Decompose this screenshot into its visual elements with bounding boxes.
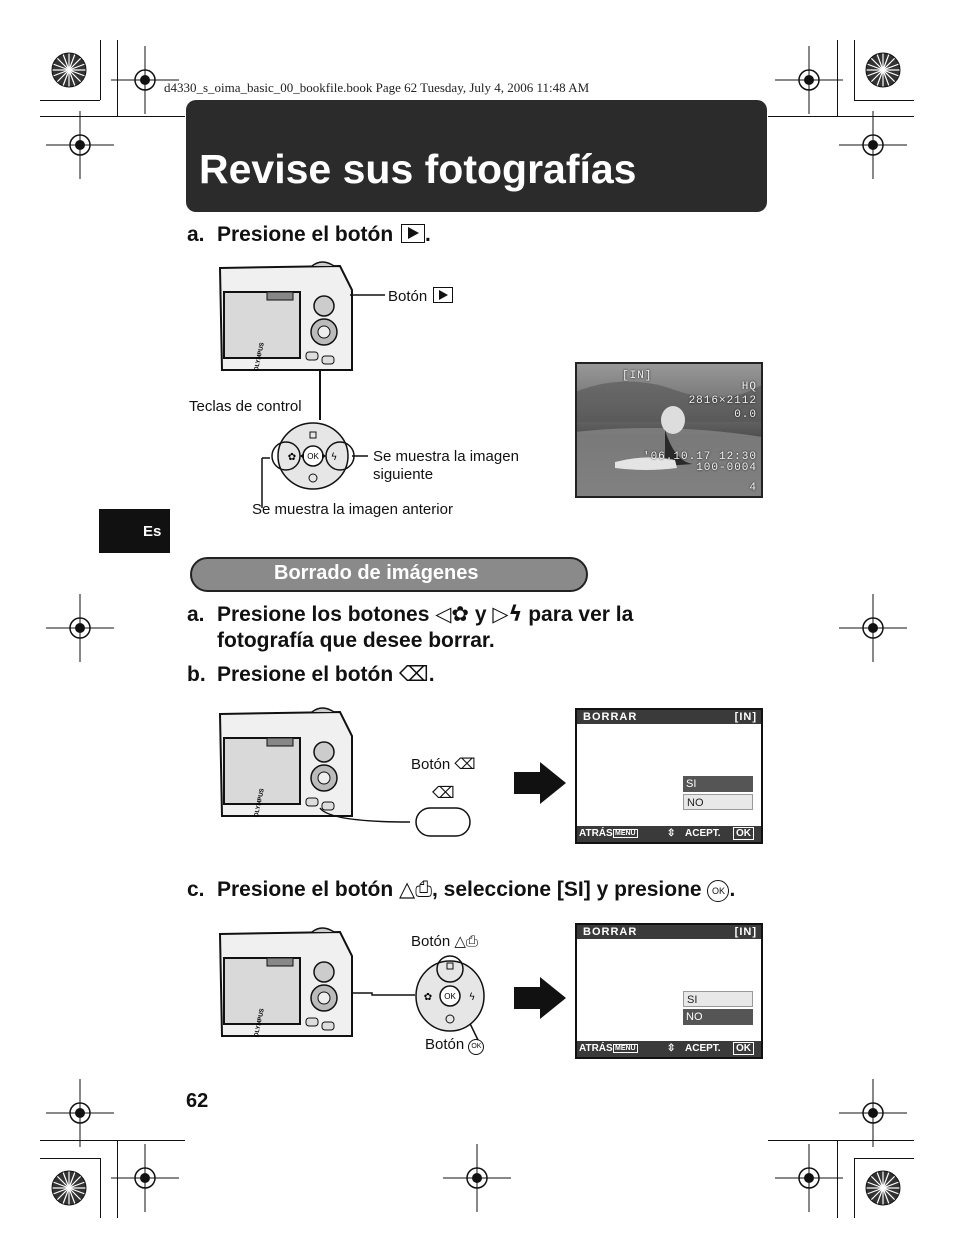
language-tab: Es <box>99 509 170 553</box>
svg-text:ϟ: ϟ <box>330 452 338 463</box>
callout-previous: Se muestra la imagen anterior <box>252 501 453 518</box>
step-a-play: a. Presione el botón . <box>187 223 431 246</box>
svg-text:OLYMPUS: OLYMPUS <box>253 342 266 372</box>
callout-ok-button: Botón OK <box>425 1036 484 1055</box>
svg-text:✿: ✿ <box>287 452 297 463</box>
lcd-erase-confirm: BORRAR [IN] SI NO ATRÁS MENU ⇳ ACEPT. OK <box>575 923 763 1059</box>
callout-next-line1: Se muestra la imagen <box>373 448 519 465</box>
ok-small-icon: OK <box>468 1039 484 1055</box>
svg-text:✿: ✿ <box>423 992 433 1003</box>
right-flash-icon: ▷ϟ <box>492 602 523 626</box>
option-no[interactable]: NO <box>683 794 753 810</box>
erase-small-icon: ⌫ <box>454 755 476 773</box>
playback-photo: [IN] HQ 2816×2112 0.0 '06.10.17 12:30 100-0004 4 <box>575 362 763 498</box>
left-macro-icon: ◁✿ <box>435 602 469 626</box>
callout-up-button: Botón △⎙ <box>411 932 478 950</box>
ok-label: OK <box>307 452 319 461</box>
camera-illustration-confirm <box>212 926 357 1051</box>
lcd-erase-menu: BORRAR [IN] SI NO ATRÁS MENU ⇳ ACEPT. OK <box>575 708 763 844</box>
step-c-confirm: c. Presione el botón △⎙, seleccione [SI] y presione OK . <box>187 877 736 901</box>
callout-erase-button: Botón ⌫ <box>411 755 476 773</box>
up-print-small-icon: △⎙ <box>454 932 478 950</box>
file-info: d4330_s_oima_basic_00_bookfile.book Page 62 Tuesday, July 4, 2006 11:48 AM <box>164 80 590 95</box>
ok-circle-icon: OK <box>707 880 729 902</box>
callout-control-keys: Teclas de control <box>189 398 302 415</box>
option-no-2[interactable]: NO <box>683 1009 753 1025</box>
page-title: Revise sus fotografías <box>199 146 637 192</box>
option-yes-2[interactable]: SI <box>683 991 753 1007</box>
up-print-icon: △⎙ <box>399 877 432 901</box>
ok-label-2: OK <box>444 992 456 1001</box>
page-number: 62 <box>186 1090 209 1112</box>
svg-text:OLYMPUS: OLYMPUS <box>253 788 266 818</box>
callout-next-line2: siguiente <box>373 466 434 483</box>
erase-icon: ⌫ <box>399 662 429 686</box>
svg-text:OLYMPUS: OLYMPUS <box>253 1008 266 1038</box>
callout-play-button: Botón <box>388 287 453 305</box>
option-yes[interactable]: SI <box>683 776 753 792</box>
step-a-select: a. Presione los botones ◁✿ y ▷ϟ para ver la <box>187 602 634 626</box>
erase-glyph-icon: ⌫ <box>432 783 455 802</box>
updown-icon: ⇳ <box>667 828 676 839</box>
updown-icon-2: ⇳ <box>667 1043 676 1054</box>
svg-text:ϟ: ϟ <box>468 992 476 1003</box>
step-a-line2: fotografía que desee borrar. <box>217 629 495 652</box>
step-b-erase: b. Presione el botón ⌫. <box>187 662 435 686</box>
section-heading: Borrado de imágenes <box>274 562 479 584</box>
control-pad-confirm <box>414 955 488 1035</box>
